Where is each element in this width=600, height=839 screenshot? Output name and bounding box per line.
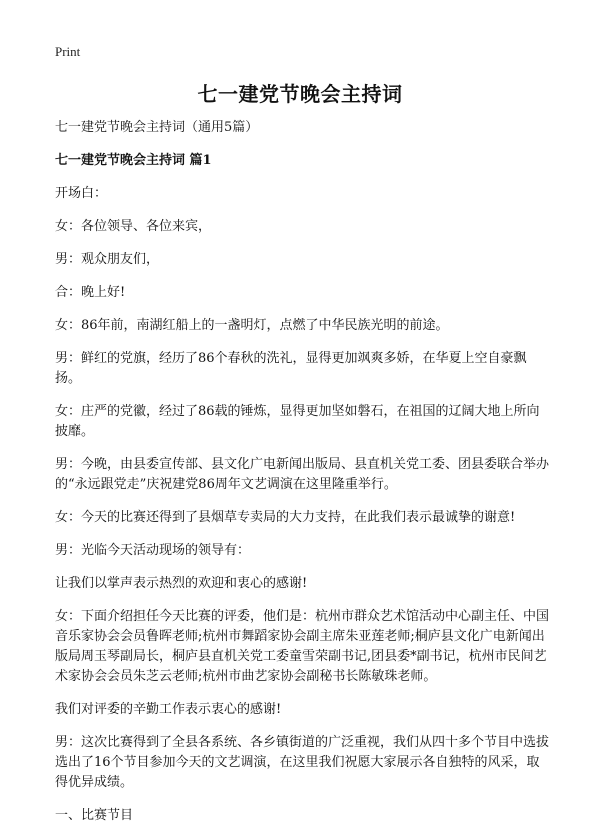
paragraph: 我们对评委的辛勤工作表示衷心的感谢! [55,702,282,717]
print-link[interactable]: Print [55,44,81,59]
paragraph: 男：鲜红的党旗，经历了86个春秋的洗礼，显得更加飒爽多娇，在华夏上空自豪飘扬。 [55,351,527,386]
paragraph: 女：庄严的党徽，经过了86载的锤炼，显得更加坚如磐石，在祖国的辽阔大地上所向披靡。 [55,404,540,439]
paragraph: 女：下面介绍担任今天比赛的评委，他们是：杭州市群众艺术馆活动中心副主任、中国音乐家协会会员鲁晖老师;杭州市舞蹈家协会副主席朱亚莲老师;桐庐县文化广电新闻出版局周玉琴副局长，桐庐县直机关党工委童雪荣副书记,团县委*副书记，杭州市民间艺术家协会会员朱芝云老师;杭州市曲艺家协会副秘书长陈敏珠老师。 [55,609,550,684]
paragraph: 男：观众朋友们， [55,252,160,267]
paragraph: 开场白： [55,186,108,201]
paragraph: 女：各位领导、各位来宾， [55,219,212,234]
paragraph: 女：86年前，南湖红船上的一盏明灯，点燃了中华民族光明的前途。 [55,318,449,333]
paragraph: 七一建党节晚会主持词（通用5篇） [55,120,259,135]
paragraph: 合：晚上好! [55,285,126,300]
paragraph: 男：今晚，由县委宣传部、县文化广电新闻出版局、县直机关党工委、团县委联合举办的“永远跟党走”庆祝建党86周年文艺调演在这里隆重举行。 [55,457,550,492]
paragraph: 男：这次比赛得到了全县各系统、各乡镇街道的广泛重视，我们从四十多个节目中选拔选出了16个节目参加今天的文艺调演，在这里我们祝愿大家展示各自独特的风采，取得优异成绩。 [55,735,550,790]
paragraph: 女：今天的比赛还得到了县烟草专卖局的大力支持，在此我们表示最诚挚的谢意! [55,510,516,525]
paragraph: 一、比赛节目 [55,808,134,823]
page-title: 七一建党节晚会主持词 [197,82,403,106]
section-heading: 七一建党节晚会主持词 篇1 [55,153,212,168]
paragraph: 让我们以掌声表示热烈的欢迎和衷心的感谢! [55,576,308,591]
paragraph: 男：光临今天活动现场的领导有： [55,543,251,558]
document-body [55,118,550,839]
